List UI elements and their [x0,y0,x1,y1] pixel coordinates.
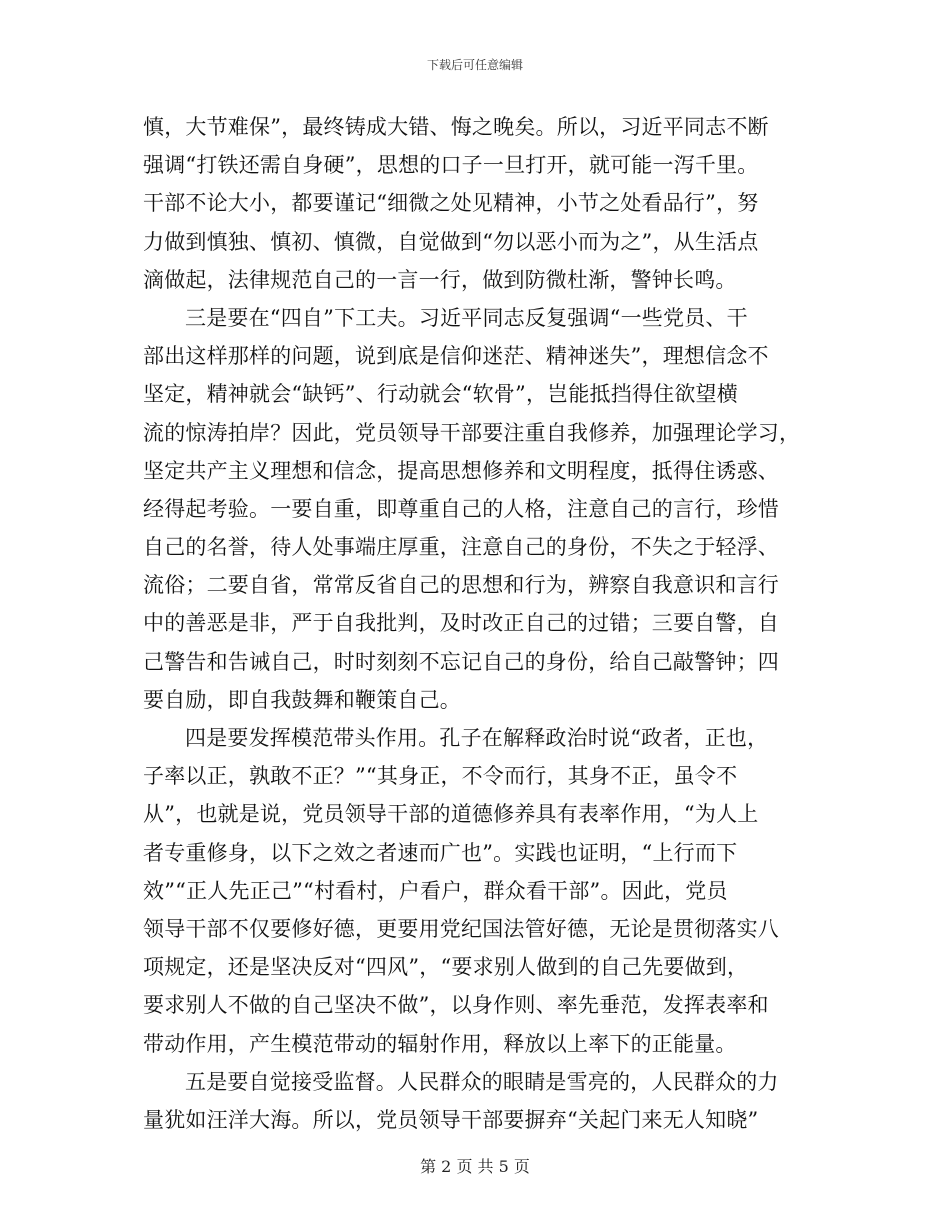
text-line: 流的惊涛拍岸？因此，党员领导干部要注重自我修养，加强理论学习， [143,420,801,445]
text-line: 从”，也就是说，党员领导干部的道德修养具有表率作用，“为人上 [143,802,759,827]
document-body [143,108,803,1139]
text-line: 四是要发挥模范带头作用。孔子在解释政治时说“政者，正也， [185,726,769,750]
text-line: 流俗；二要自省，常常反省自己的思想和行为，辨察自我意识和言行 [143,573,779,598]
text-line: 要自励，即自我鼓舞和鞭策自己。 [143,687,461,712]
page-number-footer: 第 2 页 共 5 页 [420,1157,530,1176]
page-header: 下载后可任意编辑 [426,58,523,72]
text-line: 己警告和告诫自己，时时刻刻不忘记自己的身份，给自己敲警钟；四 [143,649,779,674]
text-line: 干部不论大小，都要谨记“细微之处见精神，小节之处看品行”，努 [143,191,759,216]
text-line: 部出这样那样的问题，说到底是信仰迷茫、精神迷失”，理想信念不 [143,344,769,369]
text-line: 五是要自觉接受监督。人民群众的眼睛是雪亮的，人民群众的力 [185,1069,779,1094]
text-line: 自己的名誉，待人处事端庄厚重，注意自己的身份，不失之于轻浮、 [143,535,779,560]
text-line: 效”“正人先正己”“村看村，户看户，群众看干部”。因此，党员 [143,878,728,903]
text-line: 滴做起，法律规范自己的一言一行，做到防微杜渐，警钟长鸣。 [143,267,737,292]
text-line: 子率以正，孰敢不正？”“其身正，不令而行，其身不正，虽令不 [143,764,738,789]
text-line: 带动作用，产生模范带动的辐射作用，释放以上率下的正能量。 [143,1031,737,1056]
text-line: 三是要在“四自”下工夫。习近平同志反复强调“一些党员、干 [185,305,748,330]
text-line: 者专重修身，以下之效之者速而广也”。实践也证明，“上行而下 [143,840,738,865]
text-line: 坚定，精神就会“缺钙”、行动就会“软骨”，岂能抵挡得住欲望横 [143,382,738,407]
text-line: 项规定，还是坚决反对“四风”，“要求别人做到的自己先要做到， [143,955,749,980]
text-line: 量犹如汪洋大海。所以，党员领导干部要摒弃“关起门来无人知晓” [143,1107,759,1132]
text-line: 坚定共产主义理想和信念，提高思想修养和文明程度，抵得住诱惑、 [143,458,779,483]
text-line: 强调“打铁还需自身硬”，思想的口子一旦打开，就可能一泻千里。 [143,153,759,178]
text-line: 慎，大节难保”，最终铸成大错、悔之晚矣。所以，习近平同志不断 [143,115,769,139]
text-line: 力做到慎独、慎初、慎微，自觉做到“勿以恶小而为之”，从生活点 [143,229,759,254]
text-line: 中的善恶是非，严于自我批判，及时改正自己的过错；三要自警，自 [143,611,779,636]
text-line: 经得起考验。一要自重，即尊重自己的人格，注意自己的言行，珍惜 [143,496,779,521]
text-line: 领导干部不仅要修好德，更要用党纪国法管好德，无论是贯彻落实八 [143,916,779,941]
text-line: 要求别人不做的自己坚决不做”，以身作则、率先垂范，发挥表率和 [143,993,769,1018]
